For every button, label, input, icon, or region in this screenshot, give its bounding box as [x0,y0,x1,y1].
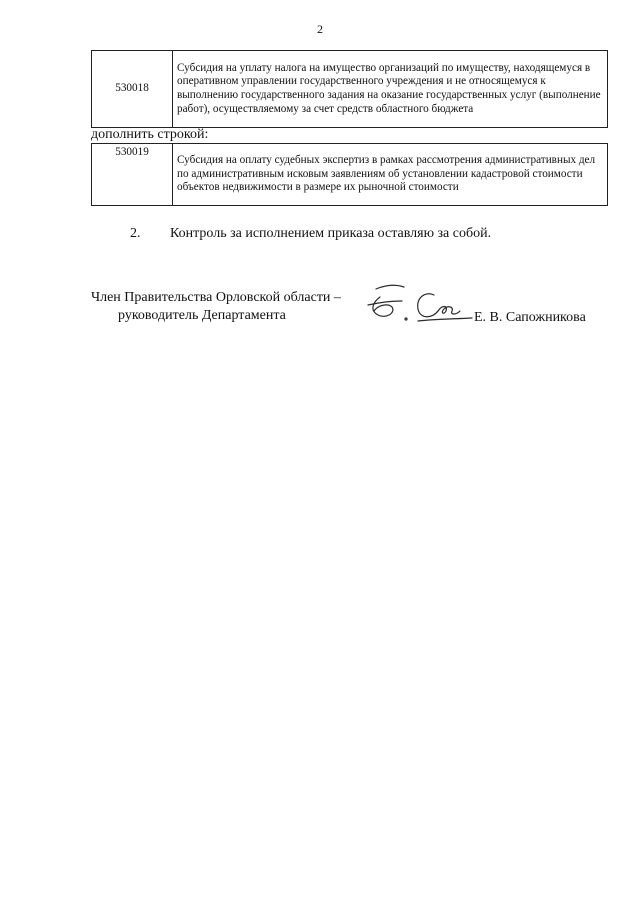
add-row-label: дополнить строкой: [91,127,209,142]
order-item-text: Контроль за исполнением приказа оставляю за собой. [170,226,492,241]
order-item-2 [130,226,491,242]
table-row [92,144,608,206]
page-number: 2 [317,22,323,36]
budget-code-cell: 530018 [92,51,173,128]
budget-code-table-new [91,143,608,206]
budget-code-table-existing [91,50,608,128]
budget-description-cell: Субсидия на оплату судебных экспертиз в рамках рассмотрения административных дел по административным исковым заявлениям об установлении кадастровой стоимости объектов недвижимости в размере их рыночной стоимости [173,144,608,206]
signatory-title-line2: руководитель Департамента [118,308,286,323]
signatory-name: Е. В. Сапожникова [474,310,586,325]
budget-description-cell: Субсидия на уплату налога на имущество организаций по имуществу, находящемуся в оперативном управлении государственного учреждения и не относящемуся к выполнению государственного задания на оказание государственных услуг (выполнение работ), осуществляемому за счет средств областного бюджета [173,51,608,128]
order-item-number: 2. [130,226,141,241]
table-row [92,51,608,128]
handwritten-signature-icon [362,281,474,329]
signatory-title-line1: Член Правительства Орловской области – [91,290,341,305]
budget-code-cell: 530019 [92,144,173,206]
